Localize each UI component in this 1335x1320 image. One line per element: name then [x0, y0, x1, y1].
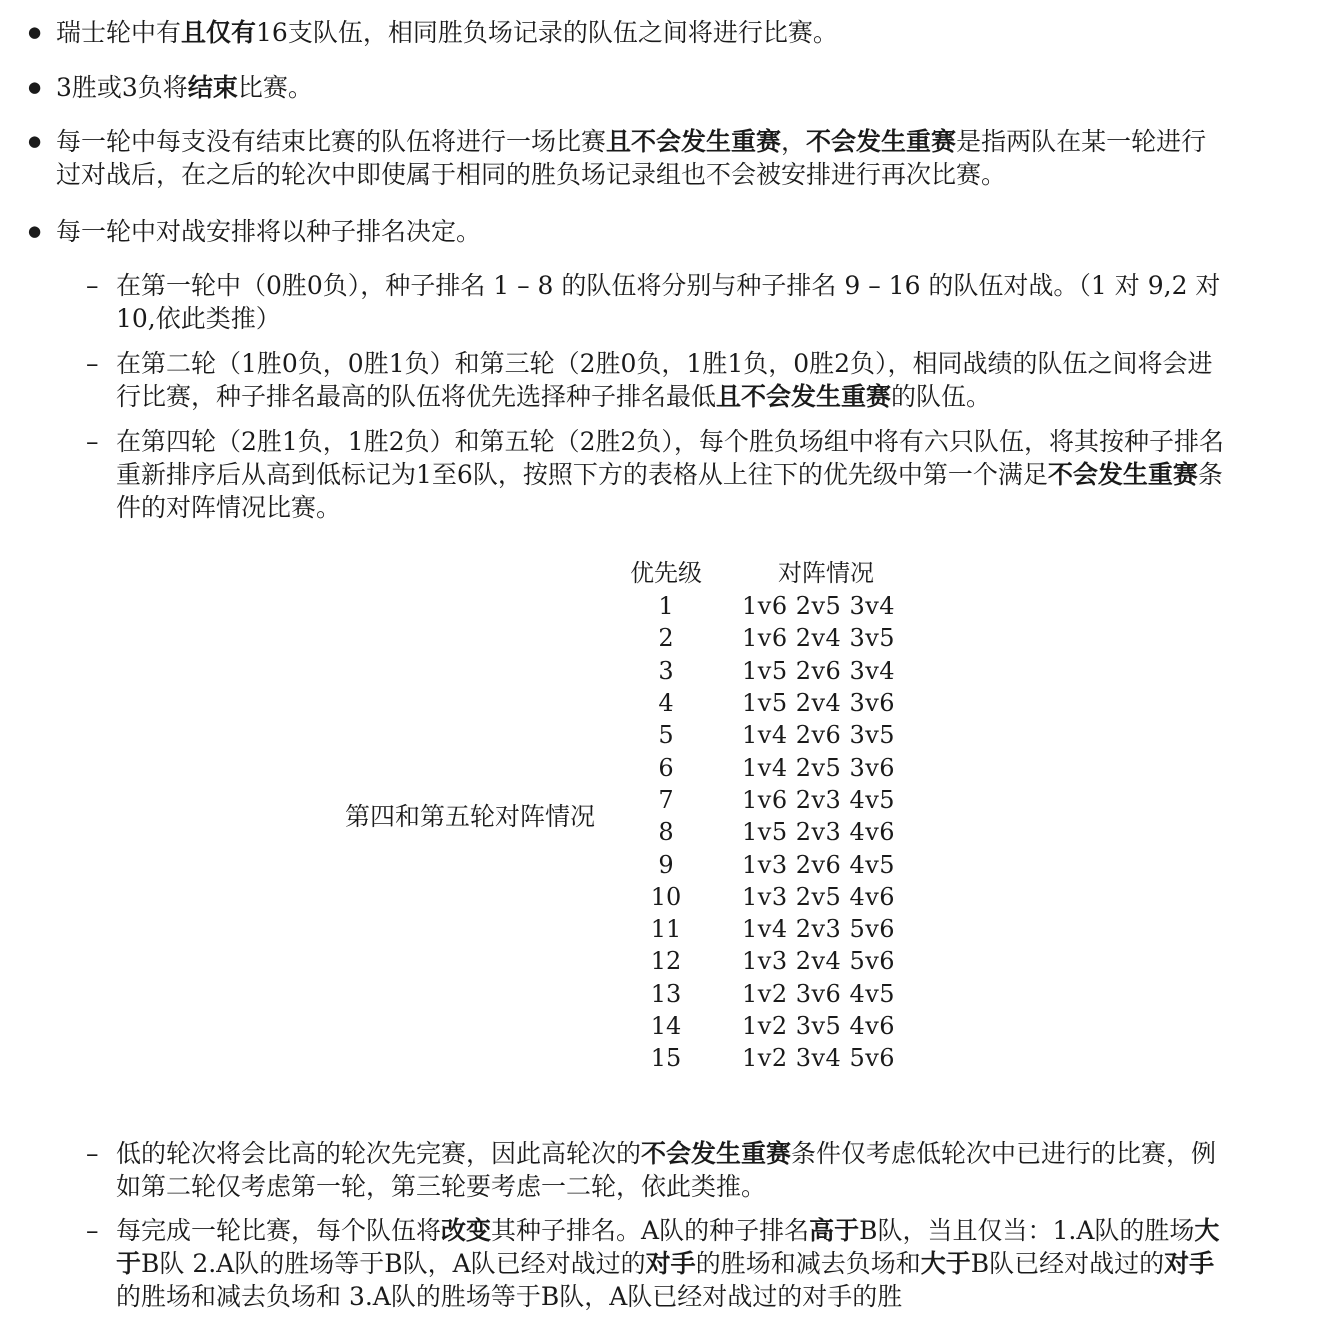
table-row — [620, 622, 940, 654]
table-row — [620, 655, 940, 687]
table-row — [620, 1042, 940, 1074]
priority-cell: 2 — [658, 624, 674, 653]
text-run: 低的轮次将会比高的轮次先完赛，因此高轮次的 — [116, 1139, 642, 1168]
priority-cell: 5 — [658, 721, 674, 750]
text-run: 瑞士轮中有 — [56, 18, 182, 47]
text-run: B队 2.A队的胜场等于B队，A队已经对战过的 — [141, 1249, 646, 1278]
text-run: 在第四轮（2胜1负，1胜2负）和第五轮（2胜2负），每个胜负场组中将有六只队伍，将其按种子排名重新排序后从高到低标记为1至6队，按照下方的表格从上往下的优先级中第一个满足 — [116, 427, 1224, 489]
table-row — [620, 978, 940, 1010]
priority-cell: 11 — [650, 915, 682, 944]
emphasis-text: 且不会发生重赛 — [716, 382, 892, 411]
bullet-text-3 — [56, 127, 1206, 189]
priority-cell: 10 — [650, 882, 682, 911]
matchup-cell: 1v5 2v3 4v6 — [742, 818, 896, 847]
emphasis-text: 大于 — [116, 1216, 1220, 1278]
priority-cell: 15 — [650, 1044, 682, 1073]
bullet-item-2 — [56, 71, 1231, 104]
sub-text-round-order — [116, 1139, 1216, 1201]
emphasis-text: 结束 — [187, 73, 238, 102]
emphasis-text: 且不会发生重赛 — [606, 127, 782, 156]
bullet-item-4 — [56, 215, 1231, 248]
sub-text-round-4-5 — [116, 427, 1224, 522]
bullet-item-3 — [56, 125, 1231, 191]
matchup-cell: 1v6 2v3 4v5 — [742, 785, 896, 814]
matchup-cell: 1v2 3v5 4v6 — [742, 1012, 896, 1040]
matchup-cell: 1v2 3v6 4v5 — [742, 979, 896, 1008]
priority-cell: 9 — [658, 850, 674, 879]
text-run: 其种子排名。A队的种子排名 — [491, 1216, 810, 1245]
priority-cell: 7 — [658, 785, 674, 814]
matchup-cell: 1v3 2v5 4v6 — [742, 882, 896, 911]
text-run: ， — [781, 127, 807, 156]
text-run: 比赛。 — [237, 73, 313, 102]
table-header-row — [620, 557, 940, 590]
sub-text-round-2-3 — [116, 349, 1213, 411]
emphasis-text: 不会发生重赛 — [641, 1139, 792, 1168]
emphasis-text: 不会发生重赛 — [806, 127, 957, 156]
priority-cell: 13 — [650, 979, 682, 1008]
matchup-table — [620, 557, 940, 1074]
sub-text-seed-change — [116, 1216, 1219, 1311]
text-run: 每一轮中对战安排将以种子排名决定。 — [56, 217, 482, 246]
bullet-text-2 — [56, 73, 313, 102]
table-row — [620, 719, 940, 751]
text-run: 条件仅考虑低轮次中已进行的比赛，例如第二轮仅考虑第一轮，第三轮要考虑一二轮，依此类推。 — [116, 1139, 1217, 1201]
header-matchup: 对阵情况 — [778, 559, 874, 587]
emphasis-text: 不会发生重赛 — [1047, 460, 1198, 489]
text-run: B队已经对战过的 — [970, 1249, 1165, 1278]
text-run: 是指两队在某一轮进行过对战后，在之后的轮次中即使属于相同的胜负场记录组也不会被安排进行再次比赛。 — [56, 127, 1207, 189]
matchup-cell: 1v2 3v4 5v6 — [742, 1044, 896, 1073]
matchup-cell: 1v3 2v4 5v6 — [742, 947, 896, 976]
header-priority: 优先级 — [630, 559, 702, 587]
table-row — [620, 816, 940, 848]
text-run: 条件的对阵情况比赛。 — [116, 460, 1223, 522]
text-run: 的队伍。 — [891, 382, 992, 411]
table-row — [620, 945, 940, 977]
text-run: 的胜场和减去负场和 3.A队的胜场等于B队，A队已经对战过的对手的胜 — [116, 1282, 903, 1311]
matchup-cell: 1v4 2v5 3v6 — [742, 753, 896, 782]
sub-item-round-order — [116, 1137, 1228, 1203]
bullet-text-1 — [56, 18, 838, 47]
matchup-cell: 1v6 2v5 3v4 — [742, 592, 896, 621]
table-row — [620, 751, 940, 783]
matchup-cell: 1v3 2v6 4v5 — [742, 850, 896, 879]
emphasis-text: 改变 — [441, 1216, 492, 1245]
table-row — [620, 913, 940, 945]
emphasis-text: 高于 — [809, 1216, 860, 1245]
matchup-cell: 1v5 2v6 3v4 — [742, 656, 896, 685]
sub-item-round-2-3 — [116, 347, 1228, 413]
matchup-cell: 1v5 2v4 3v6 — [742, 689, 896, 718]
table-label: 第四和第五轮对阵情况 — [345, 802, 596, 831]
table-row — [620, 687, 940, 719]
sub-text-round-1 — [116, 271, 1220, 333]
emphasis-text: 对手 — [645, 1249, 696, 1278]
matchup-cell: 1v6 2v4 3v5 — [742, 624, 896, 653]
table-row — [620, 590, 940, 622]
bullet-item-1 — [56, 16, 1231, 49]
text-run: 16支队伍，相同胜负场记录的队伍之间将进行比赛。 — [256, 18, 838, 47]
matchup-cell: 1v4 2v6 3v5 — [742, 721, 896, 750]
table-body — [620, 590, 940, 1074]
text-run: 在第一轮中（0胜0负），种子排名 1 – 8 的队伍将分别与种子排名 9 – 16 的队伍对战。（1 对 9,2 对 10,依此类推） — [116, 271, 1221, 333]
priority-cell: 8 — [658, 818, 674, 847]
text-run: 的胜场和减去负场和 — [695, 1249, 921, 1278]
sub-item-round-4-5 — [116, 425, 1228, 524]
text-run: 每完成一轮比赛，每个队伍将 — [116, 1216, 442, 1245]
sub-item-seed-change — [116, 1214, 1228, 1313]
text-run: B队，当且仅当：1.A队的胜场 — [859, 1216, 1195, 1245]
text-run: 在第二轮（1胜0负，0胜1负）和第三轮（2胜0负，1胜1负，0胜2负），相同战绩的队伍之间将会进行比赛，种子排名最高的队伍将优先选择种子排名最低 — [116, 349, 1213, 411]
table-row — [620, 1010, 940, 1042]
emphasis-text: 大于 — [920, 1249, 971, 1278]
table-row — [620, 784, 940, 816]
priority-cell: 6 — [658, 753, 674, 782]
matchup-cell: 1v4 2v3 5v6 — [742, 915, 896, 944]
emphasis-text: 且仅有 — [181, 18, 257, 47]
table-row — [620, 848, 940, 880]
priority-cell: 1 — [658, 592, 674, 621]
emphasis-text: 对手 — [1164, 1249, 1215, 1278]
bullet-text-4 — [56, 217, 481, 246]
priority-cell: 14 — [650, 1012, 682, 1040]
text-run: 每一轮中每支没有结束比赛的队伍将进行一场比赛 — [56, 127, 607, 156]
priority-cell: 3 — [658, 656, 674, 685]
priority-cell: 4 — [658, 689, 674, 718]
priority-cell: 12 — [650, 947, 682, 976]
sub-item-round-1 — [116, 269, 1228, 335]
table-row — [620, 881, 940, 913]
text-run: 3胜或3负将 — [56, 73, 188, 102]
